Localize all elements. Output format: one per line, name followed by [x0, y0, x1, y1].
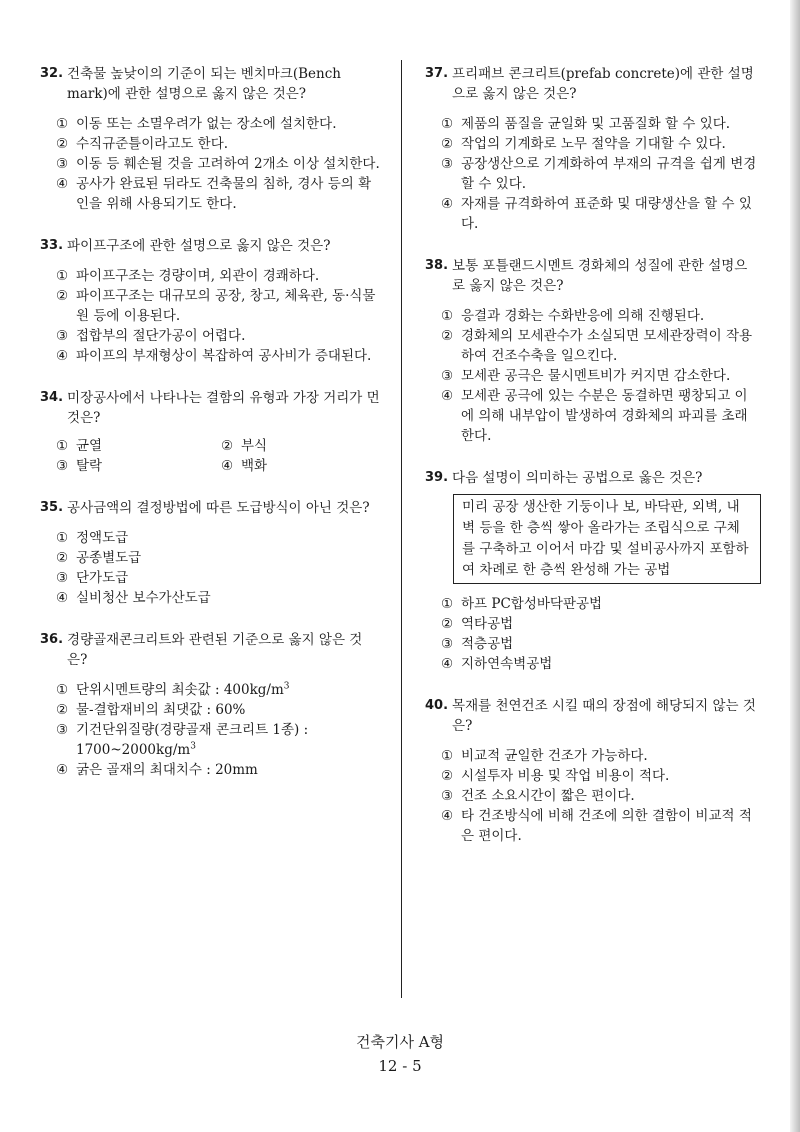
question-number: 34. — [40, 390, 64, 405]
page-footer — [0, 1030, 800, 1078]
choice-item[interactable] — [441, 614, 760, 634]
choice-text: 물-결합재비의 최댓값 : 60% — [76, 702, 246, 718]
choice-text: 적층공법 — [461, 636, 514, 652]
choice-item[interactable] — [441, 366, 760, 386]
choice-text: 단가도급 — [76, 570, 129, 586]
choice-item[interactable] — [56, 114, 380, 134]
question-40 — [425, 696, 760, 846]
choice-mark: ④ — [56, 176, 69, 192]
choice-mark: ② — [56, 136, 69, 152]
choice-mark: ② — [441, 768, 454, 784]
superscript: 3 — [190, 741, 196, 752]
question-number: 39. — [425, 470, 449, 485]
choice-mark: ② — [221, 438, 234, 454]
question-text: 미장공사에서 나타나는 결함의 유형과 가장 거리가 먼 것은? — [67, 390, 380, 426]
choice-text: 비교적 균일한 건조가 가능하다. — [461, 748, 648, 764]
column-divider — [401, 60, 402, 998]
choice-mark: ② — [56, 288, 69, 304]
choice-text: 굵은 골재의 최대치수 : 20mm — [76, 762, 258, 778]
question-number: 38. — [425, 258, 449, 273]
choice-text: 기건단위질량(경량골재 콘크리트 1종) : 1700~2000kg/m — [76, 722, 309, 758]
description-box: 미리 공장 생산한 기둥이나 보, 바닥판, 외벽, 내벽 등을 한 층씩 쌓아 올라가는 조립식으로 구체를 구축하고 이어서 마감 및 설비공사까지 포함하여 차례로 한 층씩 완성해 가는 공법 — [453, 494, 761, 584]
choice-text: 모세관 공극은 물시멘트비가 커지면 감소한다. — [461, 368, 731, 384]
choice-item[interactable] — [56, 436, 221, 456]
choice-mark: ③ — [56, 156, 69, 172]
superscript: 3 — [283, 681, 290, 692]
choice-item[interactable] — [221, 436, 386, 456]
choice-item[interactable] — [56, 174, 380, 214]
question-text: 보통 포틀랜드시멘트 경화체의 성질에 관한 설명으로 옳지 않은 것은? — [452, 258, 748, 294]
choice-mark: ① — [56, 116, 69, 132]
choice-list — [56, 680, 380, 780]
choice-text: 이동 등 훼손될 것을 고려하여 2개소 이상 설치한다. — [76, 156, 380, 172]
choice-text: 지하연속벽공법 — [461, 656, 553, 672]
choice-item[interactable] — [56, 680, 380, 700]
choice-item[interactable] — [441, 326, 760, 366]
question-37 — [425, 64, 760, 234]
choice-mark: ③ — [56, 458, 69, 474]
choice-mark: ④ — [56, 762, 69, 778]
choice-mark: ② — [441, 136, 454, 152]
choice-item[interactable] — [441, 386, 760, 446]
choice-item[interactable] — [56, 456, 221, 476]
choice-item[interactable] — [56, 134, 380, 154]
choice-item[interactable] — [56, 568, 380, 588]
choice-mark: ① — [441, 308, 454, 324]
question-text: 파이프구조에 관한 설명으로 옳지 않은 것은? — [67, 238, 331, 254]
choice-item[interactable] — [56, 528, 380, 548]
choice-mark: ① — [56, 268, 69, 284]
choice-list — [56, 266, 380, 366]
choice-item[interactable] — [56, 700, 380, 720]
question-number: 33. — [40, 238, 64, 253]
choice-mark: ④ — [56, 348, 69, 364]
question-text: 프리패브 콘크리트(prefab concrete)에 관한 설명으로 옳지 않은 것은? — [452, 66, 754, 102]
choice-mark: ① — [56, 530, 69, 546]
choice-list — [441, 594, 760, 674]
question-text: 공사금액의 결정방법에 따른 도급방식이 아닌 것은? — [67, 500, 370, 516]
choice-item[interactable] — [56, 548, 380, 568]
choice-item[interactable] — [441, 306, 760, 326]
question-text: 경량골재콘크리트와 관련된 기준으로 옳지 않은 것은? — [67, 632, 363, 668]
choice-text: 파이프구조는 경량이며, 외관이 경쾌하다. — [76, 268, 320, 284]
choice-item[interactable] — [221, 456, 386, 476]
choice-text: 시설투자 비용 및 작업 비용이 적다. — [461, 768, 670, 784]
choice-text: 공사가 완료된 뒤라도 건축물의 침하, 경사 등의 확인을 위해 사용되기도 한다. — [76, 176, 372, 212]
question-33 — [40, 236, 380, 366]
choice-text: 이동 또는 소멸우려가 없는 장소에 설치한다. — [76, 116, 337, 132]
choice-mark: ③ — [441, 636, 454, 652]
question-text: 다음 설명이 의미하는 공법으로 옳은 것은? — [452, 470, 703, 486]
choice-item[interactable] — [56, 588, 380, 608]
choice-mark: ② — [441, 616, 454, 632]
choice-item[interactable] — [441, 746, 760, 766]
choice-item[interactable] — [56, 346, 380, 366]
choice-mark: ③ — [56, 722, 69, 738]
choice-text: 파이프구조는 대규모의 공장, 창고, 체육관, 동·식물원 등에 이용된다. — [76, 288, 376, 324]
choice-item[interactable] — [441, 806, 760, 846]
choice-text: 제품의 품질을 균일화 및 고품질화 할 수 있다. — [461, 116, 731, 132]
choice-text: 하프 PC합성바닥판공법 — [461, 596, 603, 612]
choice-mark: ④ — [441, 808, 454, 824]
choice-text: 부식 — [241, 438, 268, 454]
choice-item[interactable] — [56, 266, 380, 286]
question-number: 37. — [425, 66, 449, 81]
choice-item[interactable] — [56, 286, 380, 326]
choice-item[interactable] — [56, 326, 380, 346]
choice-text: 응결과 경화는 수화반응에 의해 진행된다. — [461, 308, 705, 324]
question-number: 36. — [40, 632, 64, 647]
choice-mark: ① — [441, 596, 454, 612]
choice-mark: ④ — [441, 656, 454, 672]
choice-list — [441, 746, 760, 846]
choice-list — [441, 306, 760, 446]
choice-mark: ① — [441, 748, 454, 764]
choice-mark: ④ — [441, 388, 454, 404]
choice-list — [56, 528, 380, 608]
choice-text: 건조 소요시간이 짧은 편이다. — [461, 788, 635, 804]
choice-mark: ① — [56, 682, 69, 698]
question-34 — [40, 388, 380, 476]
question-39 — [425, 468, 760, 674]
right-column — [425, 64, 760, 846]
question-32 — [40, 64, 380, 214]
choice-text: 탈락 — [76, 458, 103, 474]
choice-text: 백화 — [241, 458, 268, 474]
choice-text: 모세관 공극에 있는 수분은 동결하면 팽창되고 이에 의해 내부압이 발생하여 경화체의 파괴를 초래한다. — [461, 388, 748, 444]
question-number: 35. — [40, 500, 64, 515]
choice-mark: ① — [441, 116, 454, 132]
choice-text: 균열 — [76, 438, 103, 454]
choice-list — [441, 114, 760, 234]
exam-title: 건축기사 A형 — [355, 1033, 445, 1051]
choice-text: 공종별도급 — [76, 550, 142, 566]
choice-mark: ④ — [221, 458, 234, 474]
choice-mark: ① — [56, 438, 69, 454]
choice-item[interactable] — [441, 594, 760, 614]
choice-text: 접합부의 절단가공이 어렵다. — [76, 328, 246, 344]
choice-text: 작업의 기계화로 노무 절약을 기대할 수 있다. — [461, 136, 726, 152]
left-column — [40, 64, 380, 780]
choice-mark: ② — [56, 702, 69, 718]
page-number: 12 - 5 — [378, 1057, 422, 1075]
choice-item[interactable] — [441, 194, 760, 234]
choice-text: 공장생산으로 기계화하여 부재의 규격을 쉽게 변경할 수 있다. — [461, 156, 757, 192]
choice-text: 타 건조방식에 비해 건조에 의한 결함이 비교적 적은 편이다. — [461, 808, 752, 844]
choice-item[interactable] — [441, 634, 760, 654]
question-text: 건축물 높낮이의 기준이 되는 벤치마크(Bench mark)에 관한 설명으로 옳지 않은 것은? — [67, 66, 341, 102]
choice-text: 실비청산 보수가산도급 — [76, 590, 211, 606]
choice-text: 자재를 규격화하여 표준화 및 대량생산을 할 수 있다. — [461, 196, 752, 232]
choice-list — [56, 114, 380, 214]
choice-text: 수직규준틀이라고도 한다. — [76, 136, 229, 152]
choice-item[interactable] — [441, 114, 760, 134]
choice-mark: ④ — [56, 590, 69, 606]
choice-mark: ④ — [441, 196, 454, 212]
choice-item[interactable] — [441, 154, 760, 194]
question-36 — [40, 630, 380, 780]
question-35 — [40, 498, 380, 608]
question-38 — [425, 256, 760, 446]
choice-text: 파이프의 부재형상이 복잡하여 공사비가 증대된다. — [76, 348, 372, 364]
choice-mark: ③ — [441, 156, 454, 172]
choice-text: 경화체의 모세관수가 소실되면 모세관장력이 작용하여 건조수축을 일으킨다. — [461, 328, 753, 364]
choice-mark: ② — [56, 550, 69, 566]
choice-item[interactable] — [441, 786, 760, 806]
choice-item[interactable] — [56, 154, 380, 174]
choice-text: 정액도급 — [76, 530, 129, 546]
question-number: 32. — [40, 66, 64, 81]
scan-edge-shadow — [790, 0, 800, 1132]
choice-mark: ③ — [441, 788, 454, 804]
choice-text: 단위시멘트량의 최솟값 : 400kg/m — [76, 682, 284, 698]
choice-mark: ③ — [56, 328, 69, 344]
choice-text: 역타공법 — [461, 616, 514, 632]
question-number: 40. — [425, 698, 449, 713]
choice-mark: ③ — [56, 570, 69, 586]
choice-item[interactable] — [441, 654, 760, 674]
choice-item[interactable] — [441, 766, 760, 786]
question-text: 목재를 천연건조 시킬 때의 장점에 해당되지 않는 것은? — [452, 698, 756, 734]
choice-list — [56, 436, 380, 476]
choice-item[interactable] — [56, 760, 380, 780]
choice-item[interactable] — [56, 720, 380, 760]
choice-mark: ③ — [441, 368, 454, 384]
choice-item[interactable] — [441, 134, 760, 154]
choice-mark: ② — [441, 328, 454, 344]
